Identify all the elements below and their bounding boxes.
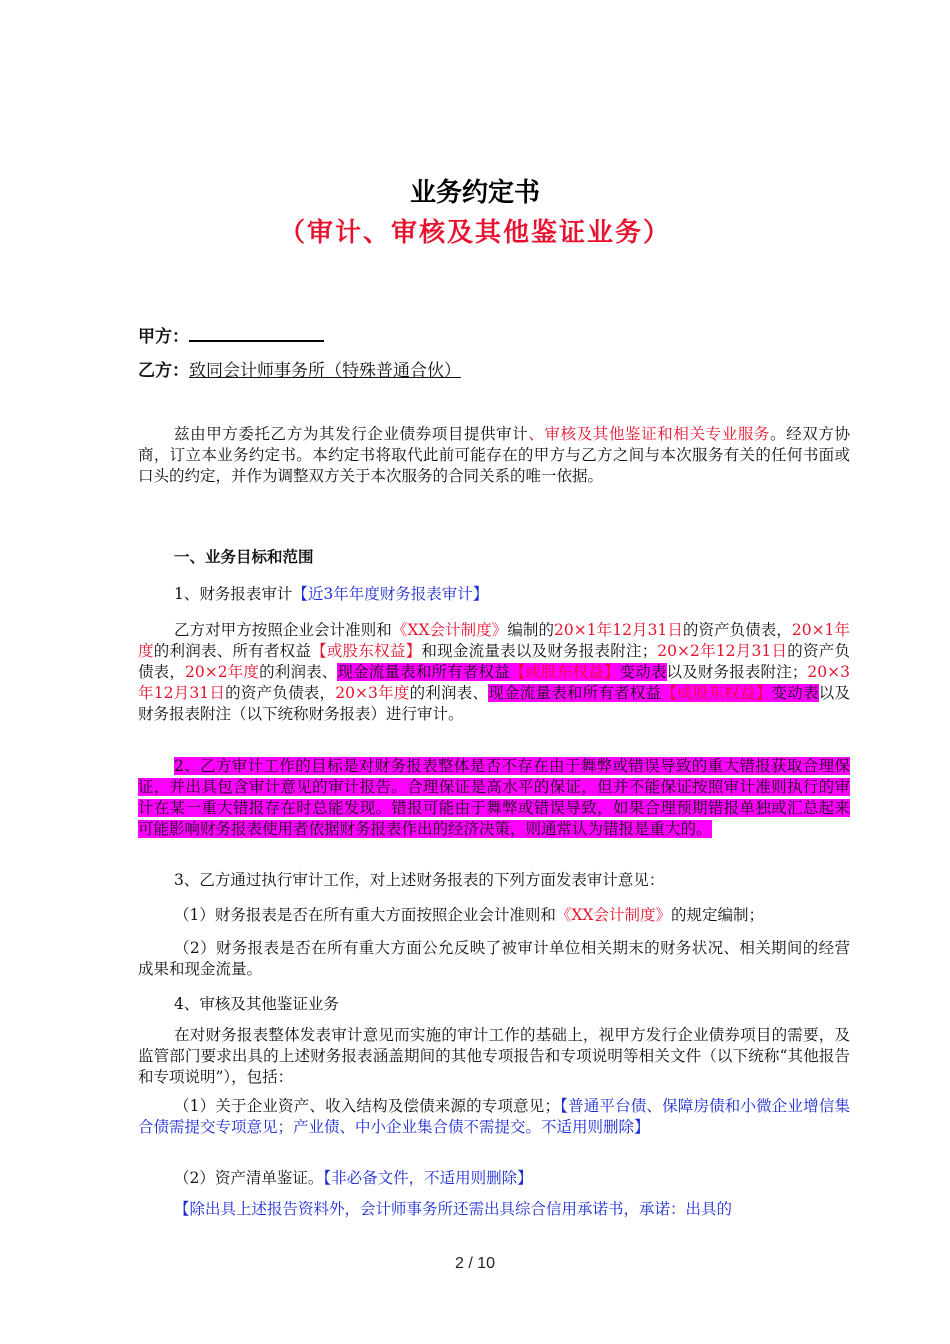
item1-heading — [138, 584, 850, 605]
audit-r: 20×3年12月31日 — [138, 663, 850, 702]
audit-n: 现金流量表和所有者权益 — [337, 663, 510, 681]
audit-c: 编制的 — [507, 621, 555, 639]
audit-x: 变动表 — [771, 684, 819, 702]
document-title: 业务约定书 — [409, 178, 540, 208]
opinion1-b: 《XX会计制度》 — [555, 906, 671, 924]
audit-t: 20×3年度 — [335, 684, 410, 702]
sub2-paragraph — [138, 1168, 850, 1189]
intro-text-2: 、审核及其他鉴证和相关专业服务 — [528, 425, 771, 443]
party-a-blank — [189, 324, 324, 342]
audit-a: 乙方对甲方按照企业会计准则和 — [174, 621, 392, 639]
audit-l: 20×2年度 — [185, 663, 260, 681]
audit-d: 20×1年12月31日 — [554, 621, 683, 639]
item4-heading: 4、审核及其他鉴证业务 — [174, 995, 339, 1013]
audit-u: 的利润表、 — [409, 684, 489, 702]
party-b-name: 致同会计师事务所（特殊普通合伙） — [189, 361, 461, 381]
item1-text: 1、财务报表审计 — [174, 585, 293, 603]
item3-paragraph: 3、乙方通过执行审计工作，对上述财务报表的下列方面发表审计意见： — [174, 871, 665, 889]
audit-j: 20×2年12月31日 — [657, 642, 788, 660]
opinion1-c: 的规定编制； — [670, 906, 764, 924]
audit-k: 的资产负债表， — [138, 642, 850, 681]
audit-g: 的利润表、所有者权益 — [153, 642, 312, 660]
sub1-paragraph — [138, 1096, 850, 1138]
audit-y: 以及财务报表附注（以下统称财务报表）进行审计。 — [138, 684, 850, 723]
audit-i: 和现金流量表以及财务报表附注； — [421, 642, 658, 660]
sub1-b: 【普通平台债、保障房债和小微企业增信集合债需提交专项意见；产业债、中小企业集合债不需提交。不适用则删除】 — [138, 1097, 850, 1136]
sub1-a: （1）关于企业资产、收入结构及偿债来源的专项意见； — [174, 1097, 560, 1115]
intro-paragraph — [138, 424, 850, 487]
sub2-a: （2）资产清单鉴证。 — [174, 1169, 324, 1187]
section1-heading: 一、业务目标和范围 — [174, 548, 314, 566]
intro-text-1: 兹由甲方委托乙方为其发行企业债券项目提供审计 — [174, 425, 529, 443]
document-subtitle: （审计、审核及其他鉴证业务） — [278, 218, 671, 248]
audit-f: 20×1年度 — [138, 621, 850, 660]
intro-text-3: 。经双方协商，订立本业务约定书。本约定书将取代此前可能存在的甲方与乙方之间与本次服务有关的任何书面或口头的约定，并作为调整双方关于本次服务的合同关系的唯一依据。 — [138, 425, 850, 485]
party-b-line — [138, 356, 461, 381]
audit-v: 现金流量表和所有者权益 — [488, 684, 662, 702]
audit-e: 的资产负债表， — [682, 621, 792, 639]
last-paragraph: 【除出具上述报告资料外，会计师事务所还需出具综合信用承诺书，承诺：出具的 — [174, 1200, 733, 1218]
opinion2-paragraph: （2）财务报表是否在所有重大方面公允反映了被审计单位相关期末的财务状况、相关期间的经营成果和现金流量。 — [138, 939, 850, 978]
item4-paragraph: 在对财务报表整体发表审计意见而实施的审计工作的基础上，视甲方发行企业债券项目的需要，及监管部门要求出具的上述财务报表涵盖期间的其他专项报告和专项说明等相关文件（以下统称“其他报告和专项说明”），包括： — [138, 1026, 850, 1086]
audit-o: 【或股东权益】 — [509, 663, 620, 681]
audit-s: 的资产负债表， — [225, 684, 336, 702]
sub2-b: 【非必备文件，不适用则删除】 — [323, 1169, 533, 1187]
party-a-label: 甲方： — [138, 327, 189, 347]
item1-note: 【近3年年度财务报表审计】 — [292, 585, 489, 603]
audit-p: 变动表 — [619, 663, 667, 681]
audit-paragraph — [138, 620, 850, 725]
opinion1-paragraph — [138, 905, 850, 926]
party-b-label: 乙方： — [138, 361, 189, 381]
audit-m: 的利润表、 — [259, 663, 338, 681]
audit-q: 以及财务报表附注； — [666, 663, 808, 681]
opinion1-a: （1）财务报表是否在所有重大方面按照企业会计准则和 — [174, 906, 556, 924]
audit-h: 【或股东权益】 — [311, 642, 422, 660]
party-a-line — [138, 322, 324, 347]
item2-text: 2、乙方审计工作的目标是对财务报表整体是否不存在由于舞弊或错误导致的重大错报获取合理保证，并出具包含审计意见的审计报告。合理保证是高水平的保证，但并不能保证按照审计准则执行的审计在某一重大错报存在时总能发现。错报可能由于舞弊或错误导致，如果合理预期错报单独或汇总起来可能影响财务报表使用者依据财务报表作出的经济决策，则通常认为错报是重大的。 — [138, 757, 850, 838]
item2-paragraph — [138, 756, 850, 840]
audit-b: 《XX会计制度》 — [391, 621, 508, 639]
audit-w: 【或股东权益】 — [661, 684, 772, 702]
page-number: 2 / 10 — [454, 1255, 496, 1272]
